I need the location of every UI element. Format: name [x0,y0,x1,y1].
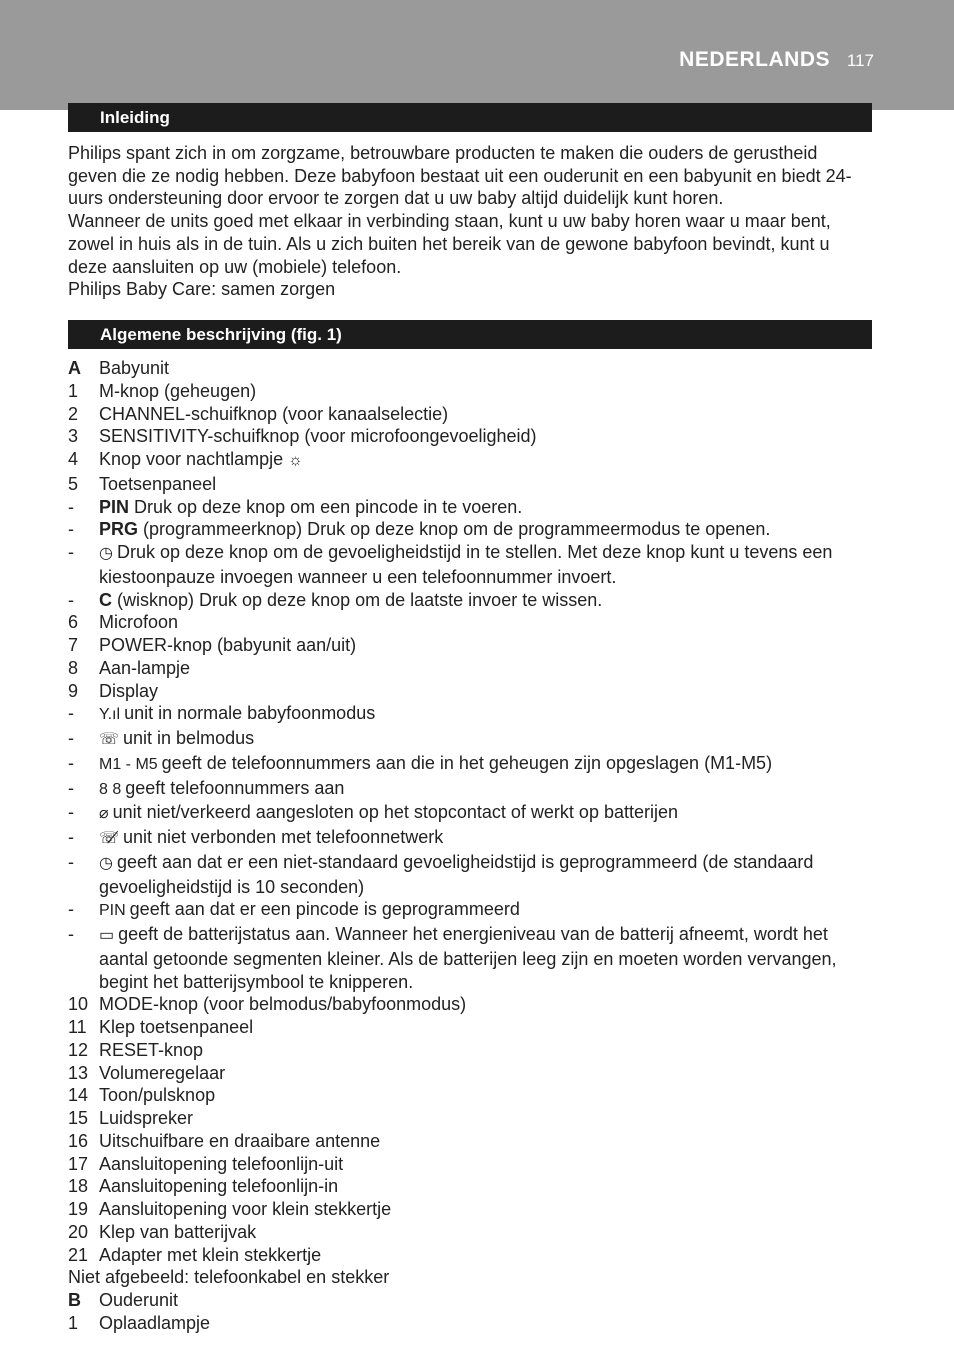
list-marker: - [68,589,74,610]
section-heading-description [68,320,872,349]
list-marker: - [68,851,74,872]
list-item [68,357,868,380]
list-text: unit in belmodus [123,728,255,748]
list-marker: 3 [68,426,79,447]
list-text: Babyunit [99,358,170,378]
not-shown-note: Niet afgebeeld: telefoonkabel en stekker [68,1267,390,1288]
pin-icon: PIN [99,902,126,920]
list-marker: 15 [68,1108,89,1128]
list-item [68,1289,868,1312]
list-text: Klep toetsenpaneel [99,1017,254,1037]
key-label: PIN [99,496,130,517]
list-text: Aansluitopening telefoonlijn-in [99,1176,339,1197]
list-text: unit niet/verkeerd aangesloten op het stopcontact of werkt op batterijen [112,802,678,823]
list-item [68,1130,868,1153]
section-title: Algemene beschrijving (fig. 1) [100,325,342,344]
list-text: geeft de batterijstatus aan. Wanneer het energieniveau van de batterij afneemt, wordt het aantal getoonde segmenten kleiner. Als de batterijen leeg zijn en moeten worden vervangen, begint het batterijsymbool te knipperen. [99,924,837,992]
list-marker: 17 [68,1153,89,1174]
list-marker: 4 [68,449,79,469]
intro-text [68,142,868,301]
list-item [68,380,868,403]
list-item [68,777,868,802]
night-light-icon: ☼ [288,452,303,469]
list-marker: - [68,519,74,540]
list-item [68,993,868,1016]
list-text: Display [99,680,159,701]
list-item [68,611,868,634]
list-text: Uitschuifbare en draaibare antenne [99,1130,381,1151]
list-text: RESET-knop [99,1039,204,1060]
list-marker: 19 [68,1199,89,1219]
list-item [68,403,868,426]
list-item [68,801,868,826]
list-marker: 12 [68,1039,89,1060]
list-text: Toetsenpaneel [99,473,217,494]
list-marker: 6 [68,612,79,633]
list-item [68,851,868,899]
list-item [68,727,868,752]
list-item [68,1107,868,1130]
intro-paragraph: Philips spant zich in om zorgzame, betrouwbare producten te maken die ouders de gerustheid geven die ze nodig hebben. Deze babyfoon bestaat uit een ouderunit en een babyunit en biedt 24-uurs ondersteuning door ervoor te zorgen dat u uw baby altijd duidelijk kunt horen. [68,143,852,209]
list-marker: 1 [68,1312,79,1333]
list-text: unit in normale babyfoonmodus [124,703,376,724]
list-item [68,634,868,657]
list-text: geeft aan dat er een niet-standaard gevoeligheidstijd is geprogrammeerd (de standaard gevoeligheidstijd is 10 seconden) [99,851,814,897]
list-marker: 11 [68,1017,87,1037]
memory-icon: M1 - M5 [99,755,158,773]
list-text: CHANNEL-schuifknop (voor kanaalselectie) [99,403,449,424]
list-marker: 7 [68,635,79,655]
list-text: geeft de telefoonnummers aan die in het geheugen zijn opgeslagen (M1-M5) [161,752,773,773]
list-item [68,589,868,612]
list-marker: - [68,752,74,773]
list-text: Luidspreker [99,1108,194,1128]
list-item [68,1198,868,1221]
list-marker: - [68,924,74,944]
list-item [68,425,868,448]
list-marker: 20 [68,1221,89,1242]
list-marker: - [68,496,74,517]
no-power-icon: ⌀ [99,805,109,823]
list-marker: - [68,542,74,562]
list-text: Adapter met klein stekkertje [99,1244,322,1265]
list-item [68,1312,868,1335]
list-item [68,680,868,703]
digits-icon: 8 8 [99,780,122,798]
list-text: Klep van batterijvak [99,1221,257,1242]
list-marker: 5 [68,473,79,494]
list-item [68,1221,868,1244]
list-text: Druk op deze knop om een pincode in te voeren. [129,496,523,517]
list-text: (wisknop) Druk op deze knop om de laatste invoer te wissen. [112,589,603,610]
clock-icon: ◷ [99,854,113,872]
list-text: M-knop (geheugen) [99,380,257,401]
key-label: PRG [99,519,139,540]
list-item [68,1153,868,1176]
list-marker: - [68,802,74,823]
battery-icon: ▭ [99,927,115,944]
list-text: Toon/pulsknop [99,1085,216,1106]
list-text: Aan-lampje [99,657,191,678]
list-item [68,473,868,496]
list-text: unit niet verbonden met telefoonnetwerk [123,827,444,847]
header-language: NEDERLANDS [679,48,830,71]
list-text: Knop voor nachtlampje [99,449,284,469]
page-number: 117 [846,51,874,70]
list-marker: 16 [68,1130,89,1151]
list-item [68,923,868,993]
list-item [68,518,868,541]
list-text: Aansluitopening telefoonlijn-uit [99,1153,344,1174]
list-item [68,752,868,777]
parts-list [68,357,868,1335]
list-marker: - [68,777,74,798]
list-item [68,826,868,851]
key-label: C [99,589,112,610]
list-marker: 10 [68,994,89,1015]
list-marker: 1 [68,380,79,401]
intro-paragraph: Philips Baby Care: samen zorgen [68,279,336,300]
list-marker: 2 [68,403,79,424]
list-item [68,496,868,519]
list-marker: 21 [68,1244,89,1265]
list-item [68,1084,868,1107]
section-heading-intro [68,103,872,132]
list-item [68,1244,868,1267]
section-title: Inleiding [100,108,170,127]
clock-icon: ◷ [99,545,113,562]
list-text: Microfoon [99,612,179,633]
list-item [68,541,868,589]
list-item [68,1062,868,1085]
list-text: Ouderunit [99,1290,179,1310]
list-marker: - [68,827,74,847]
list-text: geeft telefoonnummers aan [125,777,345,798]
phone-icon: ☏ [99,731,120,748]
list-text: Aansluitopening voor klein stekkertje [99,1199,392,1219]
list-item [68,448,868,473]
list-text: POWER-knop (babyunit aan/uit) [99,635,357,655]
signal-icon: Y.ıl [99,706,121,724]
list-text: geeft aan dat er een pincode is geprogrammeerd [129,899,520,920]
list-marker: A [68,358,81,378]
list-marker: 14 [68,1085,89,1106]
header-band [0,0,954,110]
list-marker: - [68,728,74,748]
list-marker: 8 [68,657,79,678]
no-phone-line-icon: ☏̸ [99,830,120,847]
list-text: Volumeregelaar [99,1062,226,1083]
list-marker: B [68,1290,81,1310]
list-item [68,1175,868,1198]
list-text: MODE-knop (voor belmodus/babyfoonmodus) [99,994,467,1015]
list-item [68,657,868,680]
list-item [68,1039,868,1062]
list-text: Druk op deze knop om de gevoeligheidstijd in te stellen. Met deze knop kunt u tevens een kiestoonpauze invoegen wanneer u een telefoonnummer invoert. [99,542,833,587]
list-item [68,1016,868,1039]
list-text: Oplaadlampje [99,1312,211,1333]
list-marker: 13 [68,1062,89,1083]
list-marker: - [68,703,74,724]
list-text: (programmeerknop) Druk op deze knop om de programmeermodus te openen. [138,519,771,540]
intro-paragraph: Wanneer de units goed met elkaar in verbinding staan, kunt u uw baby horen waar u maar bent, zowel in huis als in de tuin. Als u zich buiten het bereik van de gewone babyfoon bevindt, kunt u deze aansluiten op uw (mobiele) telefoon. [68,211,831,277]
list-item [68,898,868,923]
list-marker: 18 [68,1176,89,1197]
list-item [68,702,868,727]
list-text: SENSITIVITY-schuifknop (voor microfoongevoeligheid) [99,426,537,447]
list-marker: - [68,899,74,920]
list-marker: 9 [68,680,79,701]
